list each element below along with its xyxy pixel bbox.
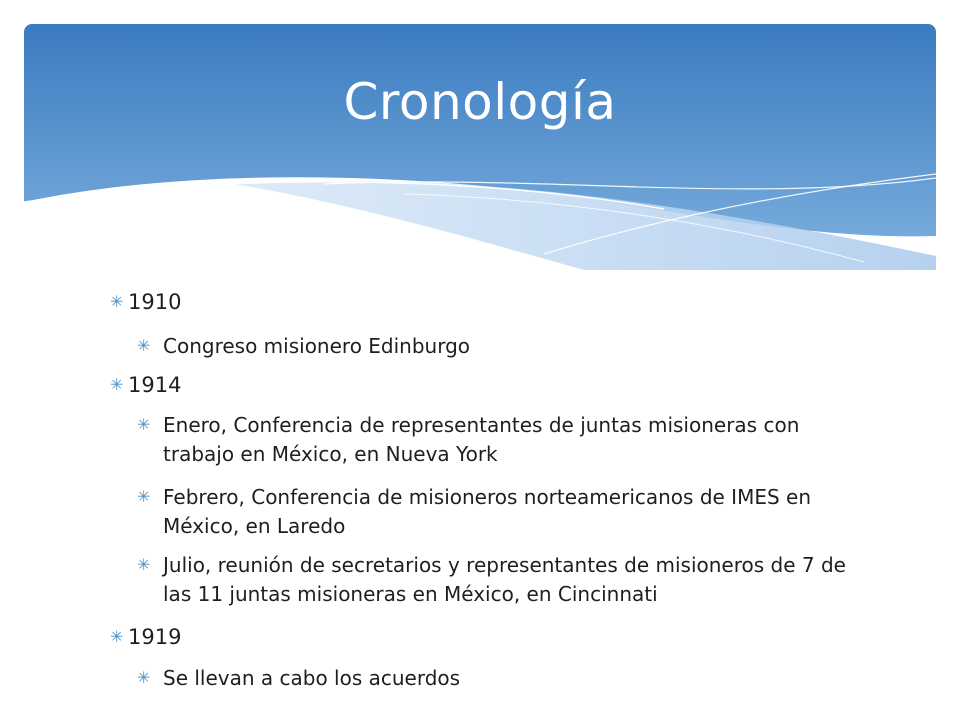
event-item: Congreso misionero Edinburgo: [163, 334, 471, 358]
bullet-icon: ✳: [110, 292, 124, 311]
year-heading: 1914: [128, 373, 182, 397]
bullet-icon: ✳: [110, 627, 124, 646]
bullet-icon: ✳: [110, 375, 124, 394]
event-item: Febrero, Conferencia de misioneros norteamericanos de IMES en México, en Laredo: [163, 485, 811, 538]
bullet-icon: ✳: [137, 487, 151, 506]
year-heading: 1910: [128, 290, 182, 314]
event-item: Se llevan a cabo los acuerdos: [163, 666, 461, 690]
bullet-icon: ✳: [137, 668, 151, 687]
year-heading: 1919: [128, 625, 182, 649]
event-item: Julio, reunión de secretarios y representantes de misioneros de 7 de las 11 juntas misioneras en México, en Cincinnati: [163, 553, 846, 606]
bullet-icon: ✳: [137, 336, 151, 355]
bullet-icon: ✳: [137, 555, 151, 574]
slide-title: Cronología: [343, 73, 617, 131]
bullet-icon: ✳: [137, 415, 151, 434]
event-item: Enero, Conferencia de representantes de juntas misioneras con trabajo en México, en Nueva York: [163, 413, 800, 466]
